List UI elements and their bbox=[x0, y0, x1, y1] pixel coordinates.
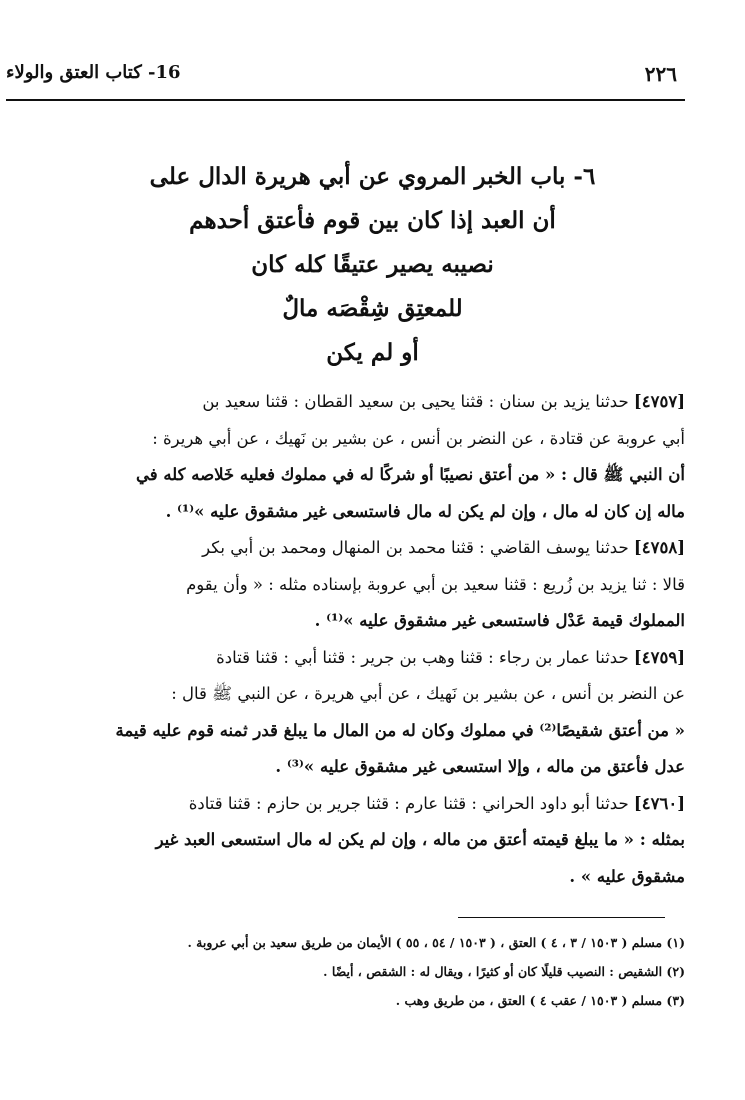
hadith-line: المملوك قيمة عَدْل فاستسعى غير مشقوق عليه »⁽¹⁾ . bbox=[314, 611, 685, 630]
footnote-rule bbox=[458, 917, 665, 918]
hadith-line: حدثنا يوسف القاضي : قثنا محمد بن المنهال ومحمد بن أبي بكر bbox=[202, 538, 629, 557]
hadith-line: عدل فأعتق من ماله ، وإلا استسعى غير مشقوق عليه »⁽³⁾ . bbox=[275, 757, 685, 776]
hadith-line: عن النضر بن أنس ، عن بشير بن نَهيك ، عن أبي هريرة ، عن النبي ﷺ قال : bbox=[171, 684, 685, 703]
hadith-line: أبي عروبة عن قتادة ، عن النضر بن أنس ، عن بشير بن نَهيك ، عن أبي هريرة : bbox=[152, 428, 685, 448]
page-number: ٢٢٦ bbox=[644, 62, 677, 86]
chapter-heading-line: ٦- باب الخبر المروي عن أبي هريرة الدال على bbox=[149, 163, 596, 190]
running-header-title: 16- كتاب العتق والولاء bbox=[6, 62, 181, 83]
hadith-line: « من أعتق شقيصًا⁽²⁾ في مملوك وكان له من المال ما يبلغ قدر ثمنه قوم عليه قيمة bbox=[115, 720, 685, 740]
chapter-heading-line: نصيبه يصير عتيقًا كله كان bbox=[251, 251, 494, 278]
hadith-number: [٤٧٦٠] bbox=[633, 793, 685, 813]
hadith-line: مشقوق عليه » . bbox=[569, 866, 685, 886]
chapter-heading-line: أو لم يكن bbox=[326, 339, 419, 366]
hadith-line: ماله إن كان له مال ، وإن لم يكن له مال فاستسعى غير مشقوق عليه »⁽¹⁾ . bbox=[165, 501, 685, 521]
footnote-2: (٢) الشقيص : النصيب قليلًا كان أو كثيرًا ، ويقال له : الشقص ، أيضًا . bbox=[323, 964, 685, 979]
hadith-number: [٤٧٥٧] bbox=[633, 392, 685, 411]
chapter-heading-line: للمعتِق شِقْصَه مالٌ bbox=[282, 295, 463, 322]
footnotes bbox=[52, 928, 685, 1015]
hadith-line: حدثنا أبو داود الحراني : قثنا عارم : قثنا جرير بن حازم : قثنا قتادة bbox=[188, 793, 629, 813]
hadith-4758 bbox=[52, 530, 685, 640]
hadith-line: قالا : ثنا يزيد بن زُريع : قثنا سعيد بن أبي عروبة بإسناده مثله : « وأن يقوم bbox=[186, 574, 685, 594]
hadith-line: حدثنا يزيد بن سنان : قثنا يحيى بن سعيد القطان : قثنا سعيد بن bbox=[202, 392, 629, 411]
footnote-3: (٣) مسلم ( ١٥٠٣ / عقب ٤ ) العتق ، من طريق وهب . bbox=[395, 993, 685, 1008]
hadith-4757 bbox=[52, 384, 685, 530]
hadith-line: حدثنا عمار بن رجاء : قثنا وهب بن جرير : قثنا أبي : قثنا قتادة bbox=[216, 647, 629, 667]
hadith-line: أن النبي ﷺ قال : « من أعتق نصيبًا أو شركًا له في مملوك فعليه خَلاصه كله في bbox=[135, 465, 685, 484]
hadith-line: بمثله : « ما يبلغ قيمته أعتق من ماله ، وإن لم يكن له مال استسعى العبد غير bbox=[155, 830, 685, 849]
chapter-heading-line: أن العبد إذا كان بين قوم فأعتق أحدهم bbox=[189, 207, 556, 234]
footnote-1: (١) مسلم ( ١٥٠٣ / ٣ ، ٤ ) العتق ، ( ١٥٠٣ / ٥٤ ، ٥٥ ) الأيمان من طريق سعيد بن أبي عروبة . bbox=[187, 935, 685, 950]
hadith-number: [٤٧٥٩] bbox=[633, 647, 685, 667]
hadith-4760 bbox=[52, 786, 685, 896]
hadith-number: [٤٧٥٨] bbox=[633, 538, 685, 557]
chapter-heading bbox=[70, 155, 675, 375]
header-rule bbox=[6, 99, 685, 101]
hadith-body bbox=[52, 384, 685, 895]
hadith-4759 bbox=[52, 640, 685, 786]
